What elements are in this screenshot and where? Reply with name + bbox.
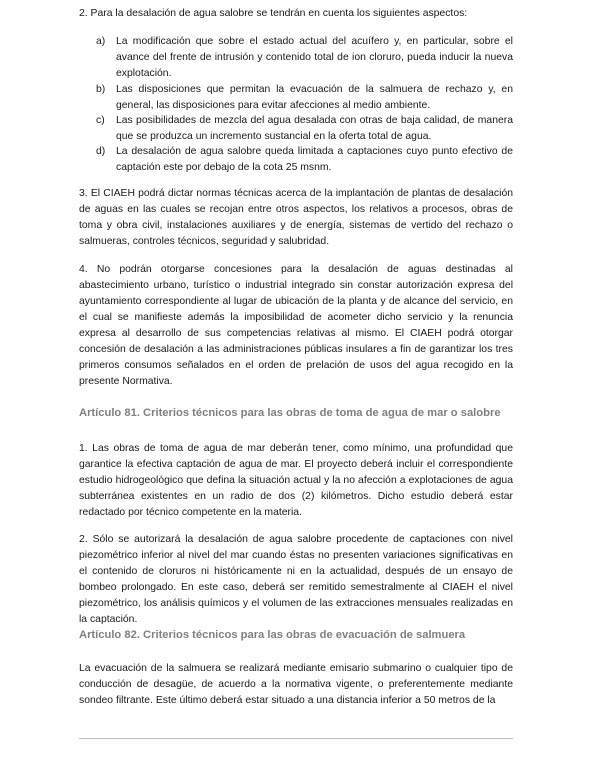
paragraph-3: 3. El CIAEH podrá dictar normas técnicas acerca de la implantación de plantas de desalación de aguas en las cuales se recojan entre otros aspectos, los relativos a procesos, obras de toma y obra civil, instalaciones auxiliares y de energía, sistemas de vertido del rechazo o salmueras, controles técnicos, seguridad y salubridad.	[79, 188, 513, 247]
article-81-paragraph-2: 2. Sólo se autorizará la desalación de agua salobre procedente de captaciones con nivel piezométrico inferior al nivel del mar cuando éstas no presenten variaciones significativas en el contenido de cloruros ni históricamente ni en la actualidad, después de un ensayo de bombeo prolongado. En este caso, deberá ser remitido semestralmente al CIAEH el nivel piezométrico, los análisis químicos y el volumen de las extracciones mensuales realizadas en la captación.	[79, 534, 513, 625]
list-marker: c)	[96, 115, 105, 126]
article-81-heading: Artículo 81. Criterios técnicos para las obras de toma de agua de mar o salobre	[79, 407, 501, 419]
list-text: Las posibilidades de mezcla del agua desalada con otras de baja calidad, de manera que se produzca un incremento sustancial en la oferta total de agua.	[116, 115, 513, 142]
article-82-heading: Artículo 82. Criterios técnicos para las obras de evacuación de salmuera	[79, 629, 466, 641]
list-marker: b)	[96, 84, 106, 95]
footer-divider	[79, 738, 513, 739]
list-text: La modificación que sobre el estado actual del acuífero y, en particular, sobre el avance del frente de intrusión y contenido total de ion cloruro, pueda inducir la nueva explotación.	[116, 36, 513, 79]
article-82-paragraph-1: La evacuación de la salmuera se realizará mediante emisario submarino o cualquier tipo de conducción de desagüe, de acuerdo a la normativa vigente, o preferentemente mediante sondeo filtrante. Este último deberá estar situado a una distancia inferior a 50 metros de la	[79, 663, 513, 706]
list-marker: a)	[96, 36, 106, 47]
list-text: La desalación de agua salobre queda limitada a captaciones cuyo punto efectivo de captación este por debajo de la cota 25 msnm.	[116, 146, 513, 173]
article-81-paragraph-1: 1. Las obras de toma de agua de mar deberán tener, como mínimo, una profundidad que garantice la efectiva captación de agua de mar. El proyecto deberá incluir el correspondiente estudio hidrogeológico que defina la situación actual y la no afección a explotaciones de agua subterránea existentes en un radio de dos (2) kilómetros. Dicho estudio deberá estar redactado por técnico competente en la materia.	[79, 443, 513, 518]
paragraph-4: 4. No podrán otorgarse concesiones para la desalación de aguas destinadas al abastecimiento urbano, turístico o industrial integrado sin constar autorización expresa del ayuntamiento correspondiente al lugar de ubicación de la planta y de alcance del servicio, en el cual se manifieste además la imposibilidad de acometer dicho servicio y la renuncia expresa al desarrollo de sus competencias relativas al mismo. El CIAEH podrá otorgar concesión de desalación a las administraciones públicas insulares a fin de garantizar los tres primeros consumos señalados en el orden de prelación de usos del agua recogido en la presente Normativa.	[79, 264, 513, 387]
list-text: Las disposiciones que permitan la evacuación de la salmuera de rechazo y, en general, las disposiciones para evitar afecciones al medio ambiente.	[116, 84, 513, 111]
list-marker: d)	[96, 146, 106, 157]
section2-intro: 2. Para la desalación de agua salobre se tendrán en cuenta los siguientes aspectos:	[79, 8, 468, 19]
